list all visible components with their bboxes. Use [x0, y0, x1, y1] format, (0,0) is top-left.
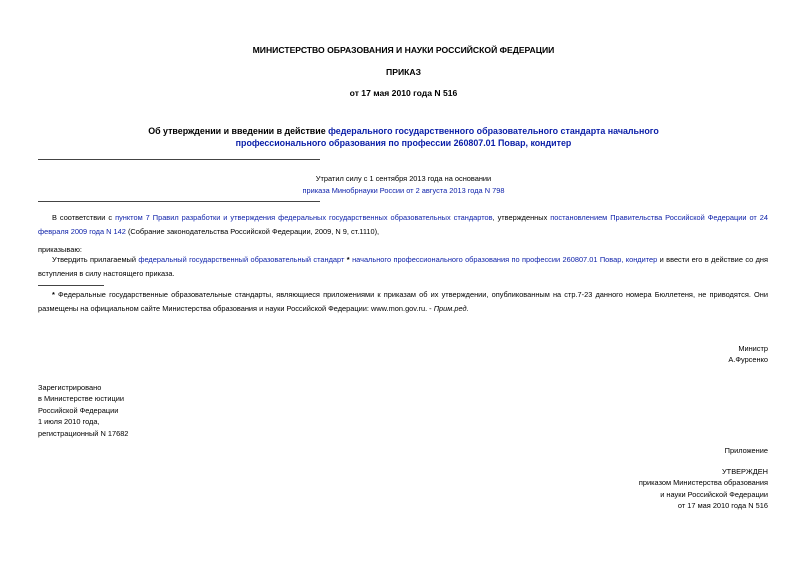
- document-date: от 17 мая 2010 года N 516: [349, 88, 458, 98]
- appendix-label: Приложение: [724, 446, 768, 455]
- status-text: Утратил силу с 1 сентября 2013 года на основании: [315, 174, 492, 183]
- footnote-mark: *: [52, 290, 55, 299]
- divider: [38, 159, 320, 160]
- approval-line: и науки Российской Федерации: [660, 489, 768, 499]
- editor-note: Прим.ред.: [433, 303, 469, 313]
- footnote-mark: *: [344, 255, 353, 264]
- footnote: [38, 288, 768, 315]
- registration-line: Российской Федерации: [38, 405, 119, 415]
- signer-position: Министр: [738, 344, 768, 353]
- approval-line: приказом Министерства образования: [638, 478, 768, 488]
- ministry-heading: МИНИСТЕРСТВО ОБРАЗОВАНИЯ И НАУКИ РОССИЙСКОЙ ФЕДЕРАЦИИ: [252, 45, 555, 55]
- registration-block: [38, 382, 128, 439]
- footnote-text: Федеральные государственные образовательные стандарты, являющиеся приложениями к приказам об их утверждении, опубликованным на стр.7-23 данного номера Бюллетеня, не приводятся. Они размещены на официальном сайте Министерства образования и науки Российской Федерации: www.mon.gov.ru. -: [38, 290, 768, 313]
- registration-line: регистрационный N 17682: [38, 428, 129, 438]
- status-note: [0, 173, 807, 197]
- text: Утвердить прилагаемый: [52, 255, 139, 264]
- title-standard-link[interactable]: федерального государственного образовательного стандарта начального профессионального образования по профессии 260807.01 Повар, кондитер: [235, 126, 659, 148]
- standard-link[interactable]: федеральный государственный образовательный стандарт: [138, 255, 345, 264]
- approval-line: от 17 мая 2010 года N 516: [677, 501, 768, 511]
- text: и ввести его в действие со дня вступления в силу настоящего приказа.: [38, 255, 769, 278]
- profession-link[interactable]: начального профессионального образования по профессии 260807.01 Повар, кондитер: [352, 255, 658, 264]
- divider: [38, 201, 320, 202]
- text: , утвержденных: [492, 213, 551, 222]
- signer-name: А.Фурсенко: [728, 355, 768, 365]
- clause-7-link[interactable]: пунктом 7: [115, 213, 150, 222]
- status-order-link[interactable]: приказа Минобрнауки России от 2 августа 2013 года N 798: [302, 186, 505, 195]
- registration-line: Зарегистрировано: [38, 383, 102, 392]
- signature-block: [728, 343, 768, 366]
- text: В соответствии с: [52, 213, 116, 222]
- registration-line: в Министерстве юстиции: [38, 394, 125, 404]
- approved-label: УТВЕРЖДЕН: [721, 467, 768, 476]
- title-prefix: Об утверждении и введении в действие: [148, 126, 329, 136]
- footnote-divider: [38, 285, 104, 286]
- paragraph-approve: [38, 253, 768, 280]
- document-title: [120, 125, 687, 149]
- paragraph-basis: [38, 211, 768, 238]
- text: (Собрание законодательства Российской Федерации, 2009, N 9, ст.1110),: [125, 226, 380, 236]
- order-word: приказываю:: [38, 245, 82, 254]
- registration-line: 1 июля 2010 года,: [38, 417, 100, 427]
- approval-block: [639, 466, 768, 512]
- rules-link[interactable]: Правил разработки и утверждения федеральных государственных образовательных стандартов: [152, 213, 493, 222]
- document-type: ПРИКАЗ: [386, 67, 421, 77]
- government-resolution-link[interactable]: постановлением Правительства Российской Федерации от 24 февраля 2009 года N 142: [38, 213, 768, 236]
